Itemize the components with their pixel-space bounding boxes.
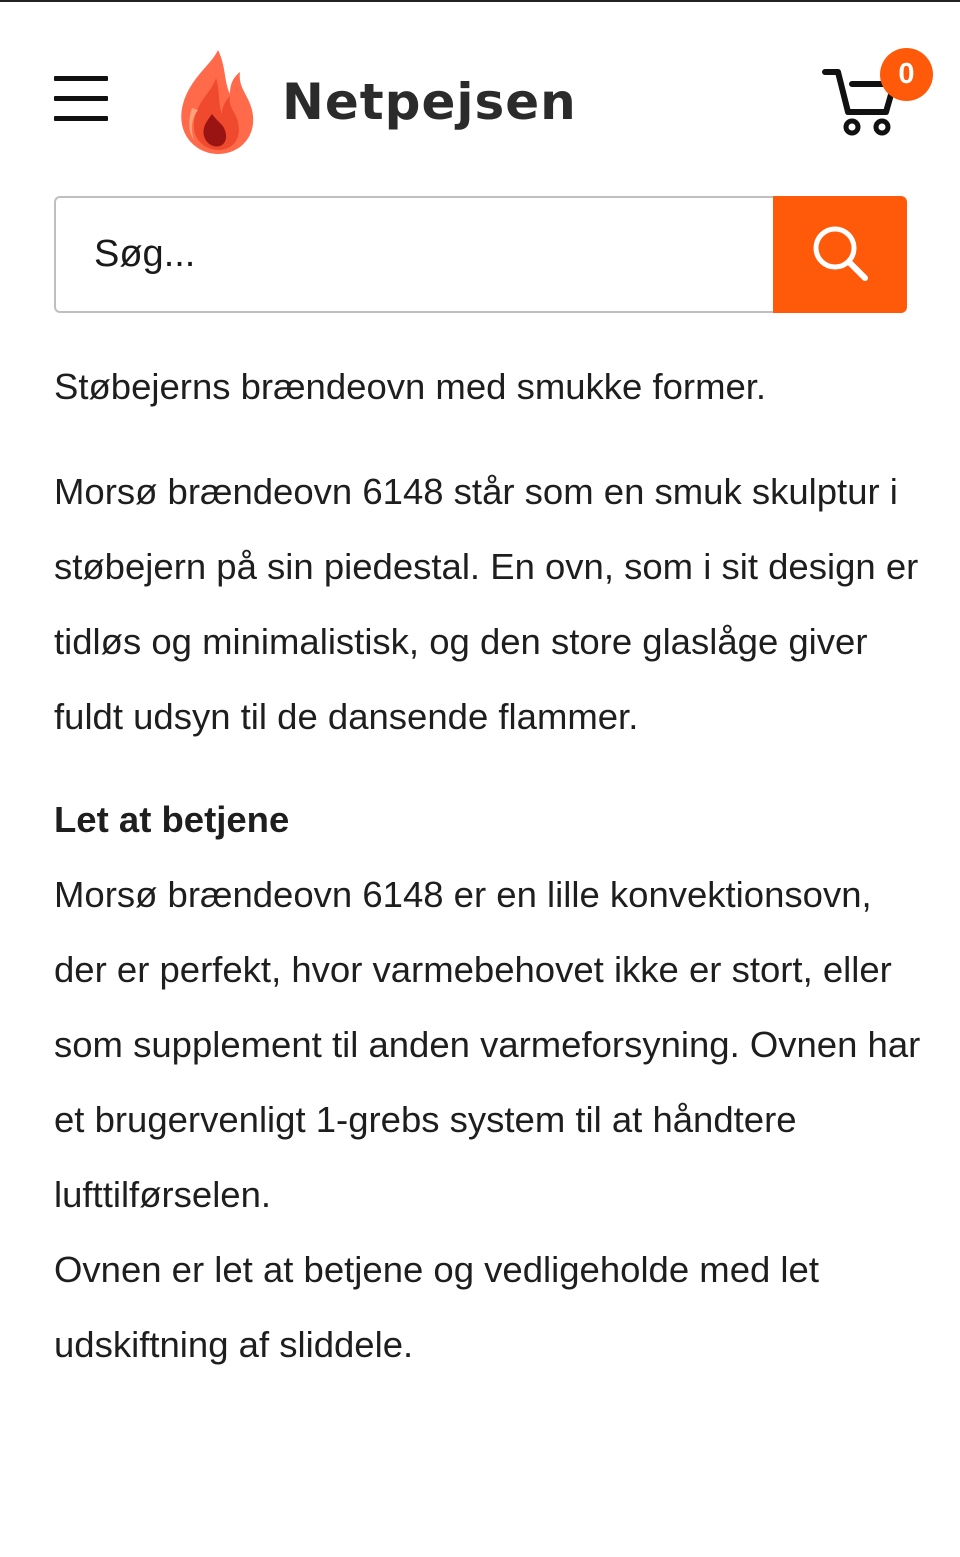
search-icon [811,224,869,282]
menu-icon-bar [54,96,108,101]
site-header [0,2,960,192]
flame-icon [178,48,256,156]
cart-button[interactable] [822,46,937,141]
search-button[interactable] [773,196,907,313]
product-description [54,350,924,1382]
logo-text: Netpejsen [282,73,577,131]
section-heading: Let at betjene [54,799,290,840]
search-input[interactable] [54,196,774,313]
description-paragraph: Ovnen er let at betjene og vedligeholde med let udskiftning af sliddele. [54,1249,819,1365]
description-paragraph: Morsø brændeovn 6148 står som en smuk skulptur i støbejern på sin piedestal. En ovn, som i sit design er tidløs og minimalistisk, og den store glaslåge giver fuldt udsyn til de dansende flammer. [54,471,919,737]
search-form [54,196,907,313]
menu-icon-bar [54,116,108,121]
site-logo[interactable] [178,48,577,160]
menu-button[interactable] [54,76,108,122]
description-paragraph: Morsø brændeovn 6148 er en lille konvektionsovn, der er perfekt, hvor varmebehovet ikke er stort, eller som supplement til anden varmeforsyning. Ovnen har et brugervenligt 1-grebs system til at håndtere lufttilførselen. [54,874,921,1215]
menu-icon-bar [54,76,108,81]
cart-count-badge: 0 [880,48,933,101]
intro-text: Støbejerns brændeovn med smukke former. [54,366,767,407]
